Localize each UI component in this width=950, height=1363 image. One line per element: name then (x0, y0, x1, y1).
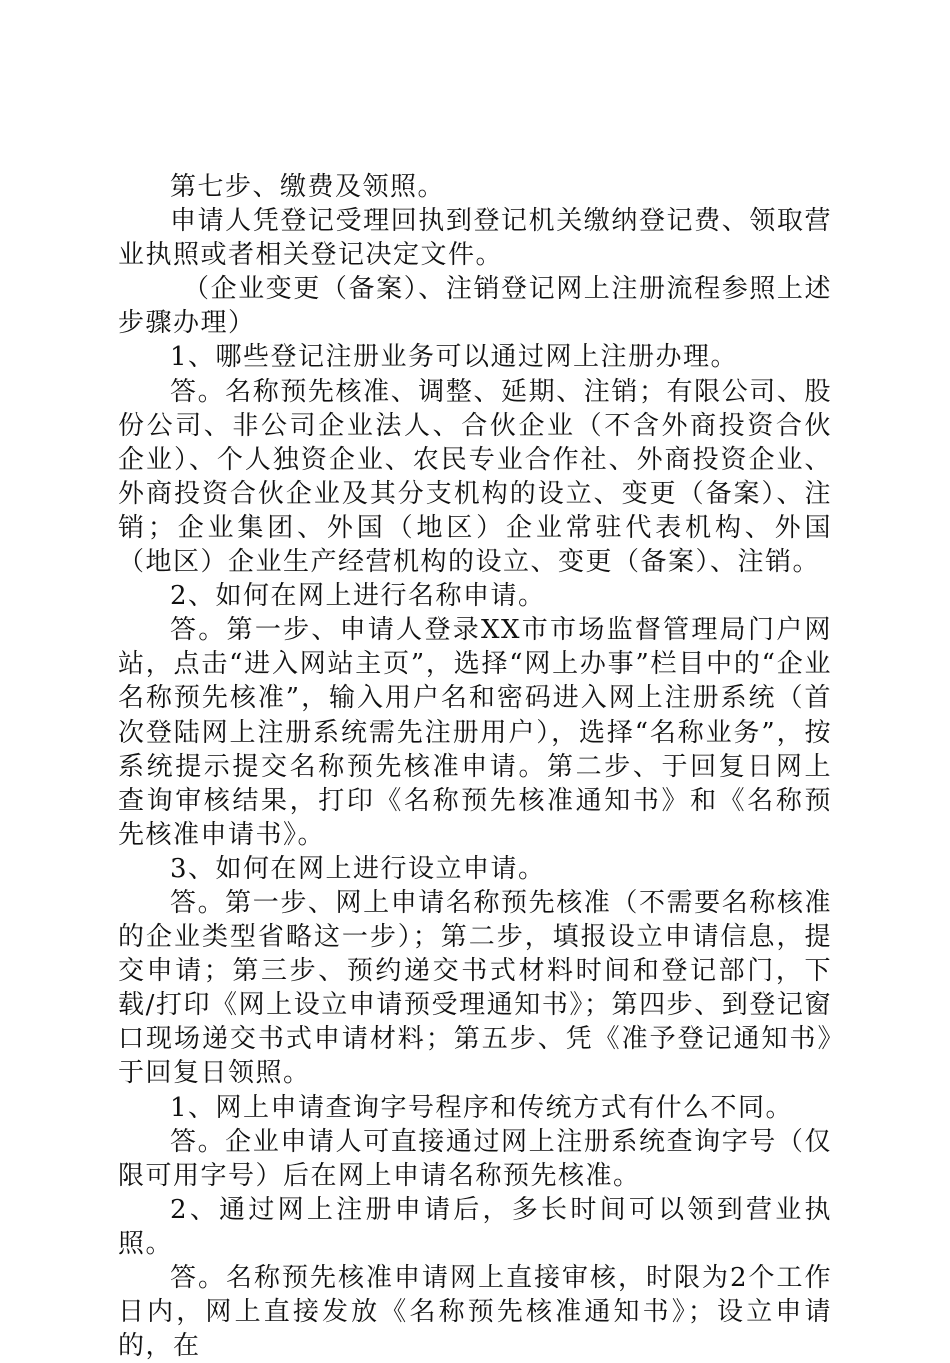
question-1-trade-name-query: 1、网上申请查询字号程序和传统方式有什么不同。 (170, 1092, 794, 1123)
question-2-name-application: 2、如何在网上进行名称申请。 (170, 581, 546, 612)
question-1-which-business: 1、哪些登记注册业务可以通过网上注册办理。 (170, 342, 739, 373)
answer-1-trade-name-query: 答。企业申请人可直接通过网上注册系统查询字号（仅限可用字号）后在网上申请名称预先核准。 (118, 1126, 832, 1191)
answer-2-name-application: 答。第一步、申请人登录XX市市场监督管理局门户网站，点击“进入网站主页”，选择“网上办事”栏目中的“企业名称预先核准”，输入用户名和密码进入网上注册系统（首次登陆网上注册系统需先注册用户），选择“名称业务”，按系统提示提交名称预先核准申请。第二步、于回复日网上查询审核结果，打印《名称预先核准通知书》和《名称预先核准申请书》。 (118, 615, 832, 850)
document-body (118, 170, 832, 1363)
paragraph-change-note: （企业变更（备案）、注销登记网上注册流程参照上述步骤办理） (118, 274, 832, 339)
paragraph-step-seven-heading: 第七步、缴费及领照。 (170, 172, 446, 202)
answer-3-establishment: 答。第一步、网上申请名称预先核准（不需要名称核准的企业类型省略这一步）；第二步，填报设立申请信息，提交申请；第三步、预约递交书式材料时间和登记部门，下载/打印《网上设立申请预受理通知书》；第四步、到登记窗口现场递交书式申请材料；第五步、凭《准予登记通知书》于回复日领照。 (118, 887, 832, 1089)
answer-1-which-business: 答。名称预先核准、调整、延期、注销；有限公司、股份公司、非公司企业法人、合伙企业（不含外商投资合伙企业）、个人独资企业、农民专业合作社、外商投资企业、外商投资合伙企业及其分支机构的设立、变更（备案）、注销；企业集团、外国（地区）企业常驻代表机构、外国（地区）企业生产经营机构的设立、变更（备案）、注销。 (118, 376, 832, 578)
paragraph-step-seven-body: 申请人凭登记受理回执到登记机关缴纳登记费、领取营业执照或者相关登记决定文件。 (118, 206, 832, 271)
question-3-establishment: 3、如何在网上进行设立申请。 (170, 853, 546, 884)
answer-2-license-time: 答。名称预先核准申请网上直接审核，时限为2个工作日内，网上直接发放《名称预先核准通知书》；设立申请的，在 (118, 1263, 832, 1362)
question-2-license-time: 2、通过网上注册申请后，多长时间可以领到营业执照。 (118, 1194, 832, 1259)
